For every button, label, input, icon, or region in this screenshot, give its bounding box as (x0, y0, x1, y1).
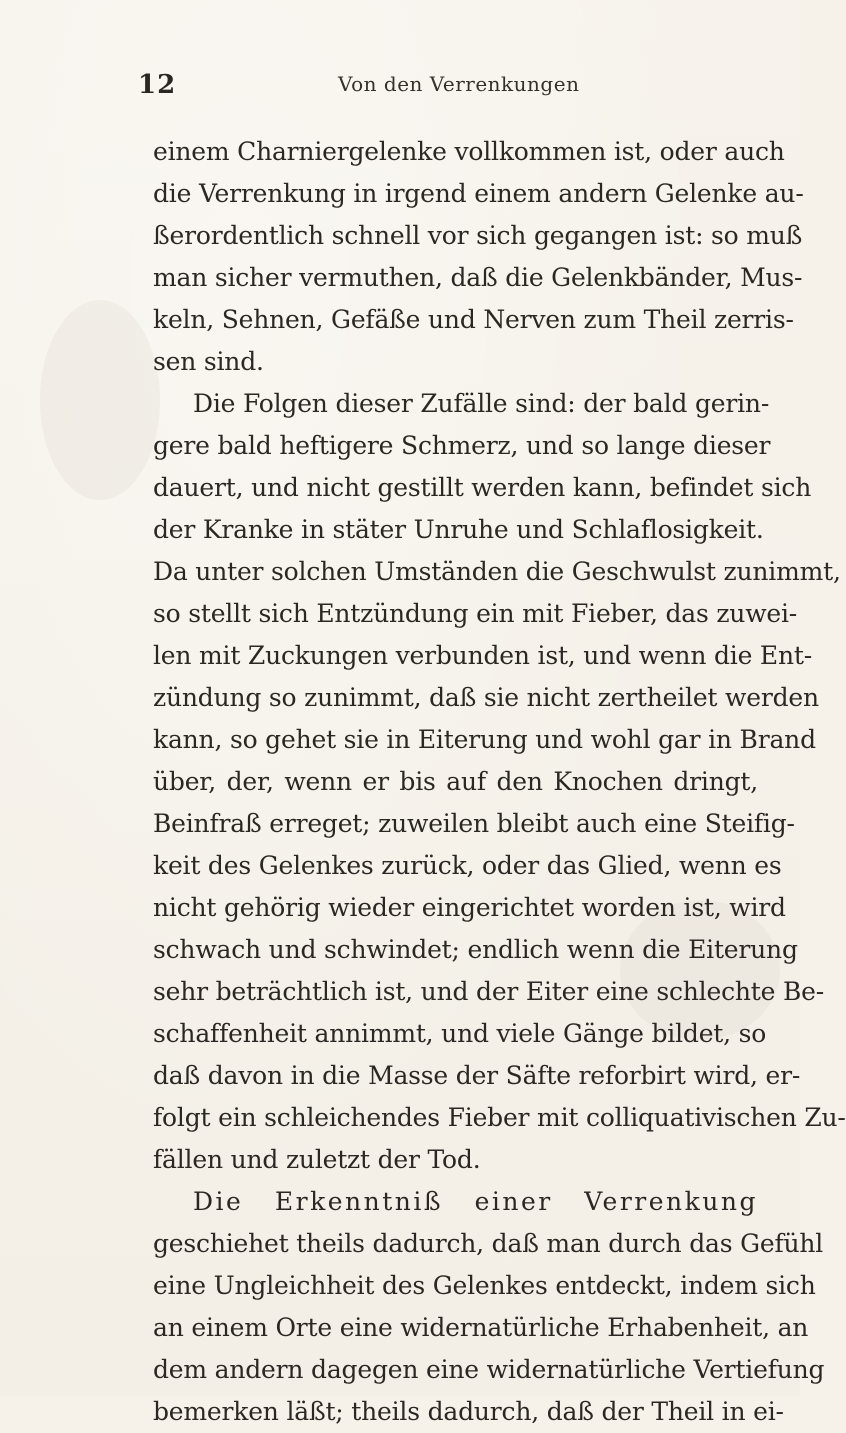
page-number: 12 (138, 70, 177, 100)
text-line: folgt ein schleichendes Fieber mit colliquativischen Zu- (153, 1103, 846, 1132)
text-line: man sicher vermuthen, daß die Gelenkbänder, Mus- (153, 263, 803, 292)
text-line: len mit Zuckungen verbunden ist, und wenn die Ent- (153, 641, 812, 670)
text-line: sen sind. (153, 347, 264, 376)
text-line: eine Ungleichheit des Gelenkes entdeckt, indem sich (153, 1271, 816, 1300)
text-line: zündung so zunimmt, daß sie nicht zertheilet werden (153, 683, 819, 712)
section-heading-line: Die Erkenntniß einer Verrenkung (193, 1187, 758, 1216)
text-line: so stellt sich Entzündung ein mit Fieber, das zuwei- (153, 599, 798, 628)
text-line: schaffenheit annimmt, und viele Gänge bildet, so (153, 1019, 767, 1048)
text-line: Die Folgen dieser Zufälle sind: der bald gerin- (193, 389, 770, 418)
text-line: fällen und zuletzt der Tod. (153, 1145, 481, 1174)
text-line: über, der, wenn er bis auf den Knochen dringt, (153, 767, 758, 796)
text-line: einem Charniergelenke vollkommen ist, oder auch (153, 137, 785, 166)
text-line: der Kranke in stäter Unruhe und Schlaflosigkeit. (153, 515, 764, 544)
text-line: Beinfraß erreget; zuweilen bleibt auch eine Steifig- (153, 809, 795, 838)
text-line: dem andern dagegen eine widernatürliche Vertiefung (153, 1355, 825, 1384)
text-line: die Verrenkung in irgend einem andern Gelenke au- (153, 179, 804, 208)
text-line: an einem Orte eine widernatürliche Erhabenheit, an (153, 1313, 809, 1342)
text-line: kann, so gehet sie in Eiterung und wohl gar in Brand (153, 725, 816, 754)
text-line: sehr beträchtlich ist, und der Eiter eine schlechte Be- (153, 977, 824, 1006)
body-text (153, 131, 846, 1433)
text-line: daß davon in die Masse der Säfte reforbirt wird, er- (153, 1061, 801, 1090)
running-head: Von den Verrenkungen (338, 72, 580, 96)
text-line: bemerken läßt; theils dadurch, daß der Theil in ei- (153, 1397, 784, 1426)
paper-stain (40, 300, 160, 500)
text-line: keln, Sehnen, Gefäße und Nerven zum Theil zerris- (153, 305, 794, 334)
text-line: schwach und schwindet; endlich wenn die Eiterung (153, 935, 798, 964)
page-header (138, 70, 758, 110)
text-line: ßerordentlich schnell vor sich gegangen ist: so muß (153, 221, 803, 250)
text-line: geschiehet theils dadurch, daß man durch das Gefühl (153, 1229, 824, 1258)
text-line: keit des Gelenkes zurück, oder das Glied, wenn es (153, 851, 782, 880)
text-line: gere bald heftigere Schmerz, und so lange dieser (153, 431, 771, 460)
text-line: nicht gehörig wieder eingerichtet worden ist, wird (153, 893, 786, 922)
text-line: dauert, und nicht gestillt werden kann, befindet sich (153, 473, 812, 502)
text-line: Da unter solchen Umständen die Geschwulst zunimmt, (153, 557, 841, 586)
